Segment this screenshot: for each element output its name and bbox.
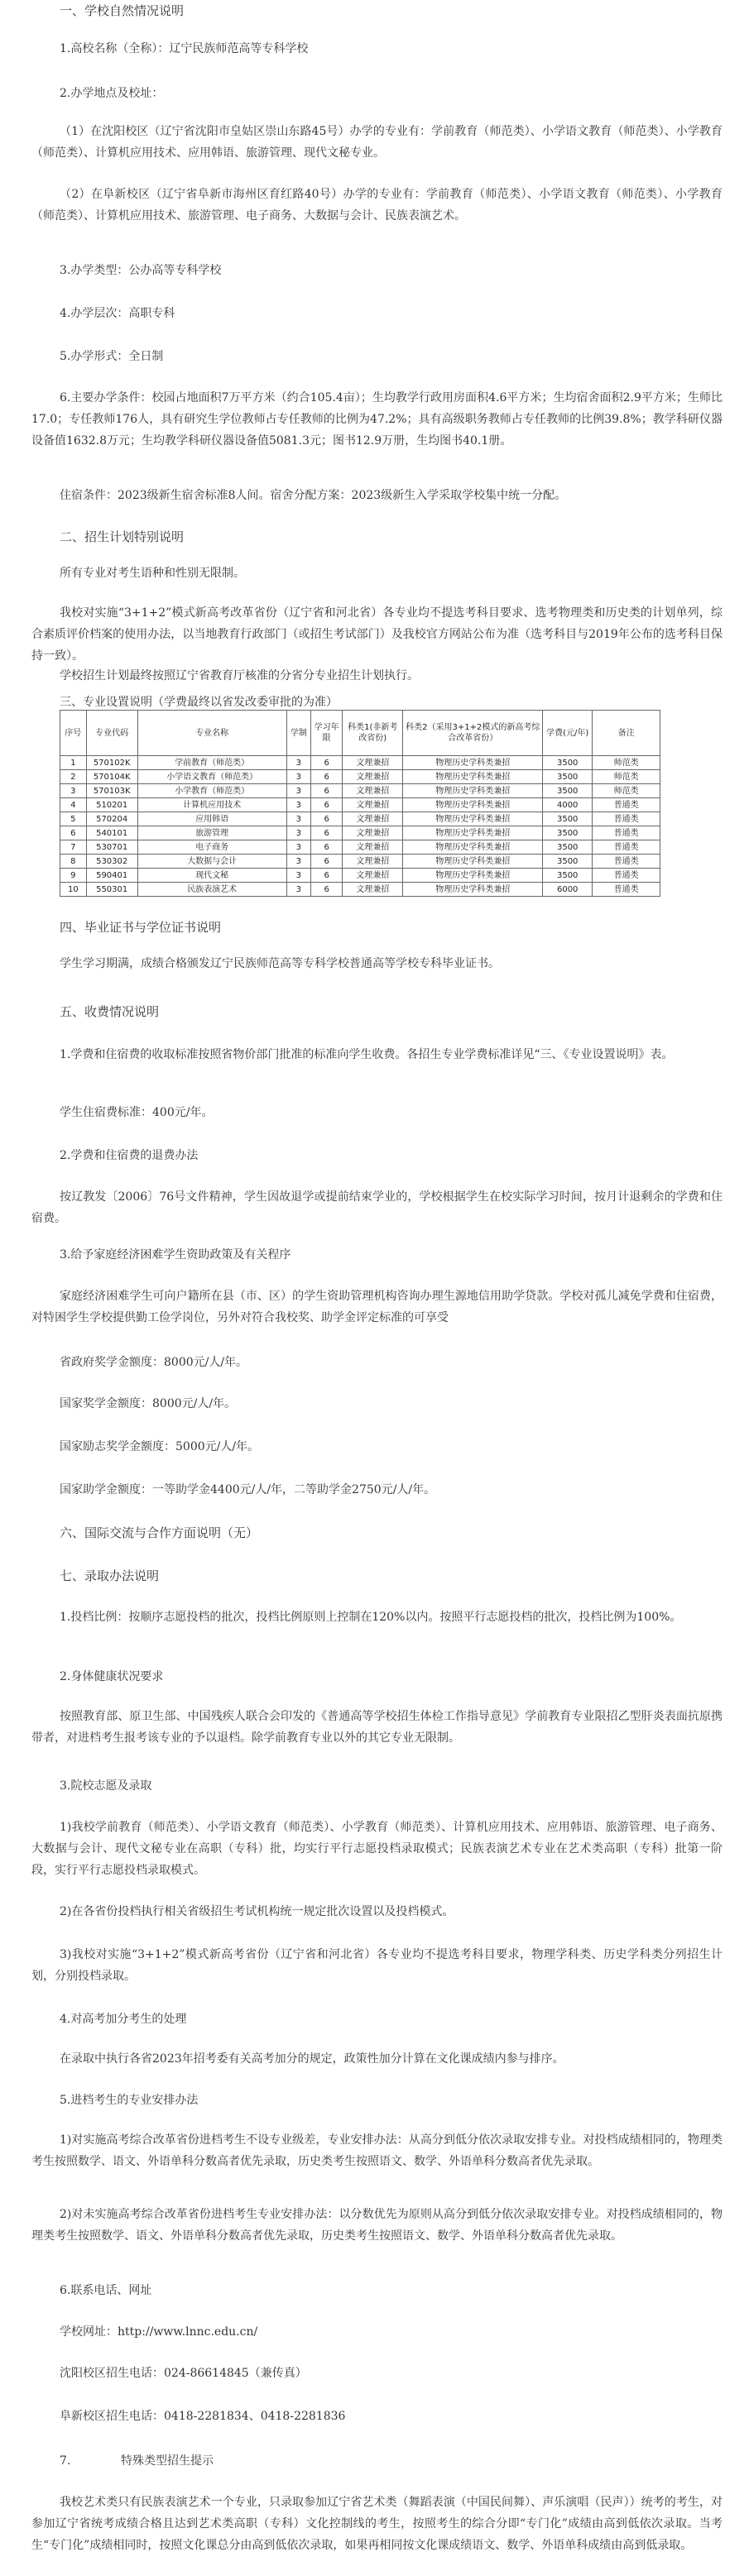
table-cell: 3 bbox=[286, 840, 310, 855]
table-cell: 590401 bbox=[86, 869, 137, 883]
table-cell: 普通类 bbox=[593, 855, 660, 869]
table-cell: 物理历史学科类兼招 bbox=[403, 840, 543, 855]
table-cell: 3 bbox=[286, 869, 310, 883]
table-row bbox=[60, 770, 660, 784]
volunteer-title: 3.院校志愿及录取 bbox=[60, 1779, 152, 1793]
table-cell: 6 bbox=[311, 883, 343, 897]
bonus-title: 4.对高考加分考生的处理 bbox=[60, 2013, 187, 2026]
table-cell: 7 bbox=[60, 840, 87, 855]
diploma-note: 学生学习期满，成绩合格颁发辽宁民族师范高等专科学校普通高等学校专科毕业证书。 bbox=[60, 957, 500, 970]
table-cell: 3 bbox=[286, 798, 310, 812]
aid-encouragement: 国家励志奖学金额度：5000元/人/年。 bbox=[60, 1440, 260, 1453]
section-4-heading: 四、毕业证书与学位证书说明 bbox=[60, 920, 222, 935]
aid-text: 家庭经济困难学生可向户籍所在县（市、区）的学生资助管理机构咨询办理生源地信用助学贷款。学校对孤儿减免学费和住宿费，对特困学生学校提供勤工俭学岗位，另外对符合我校奖、助学金评定标准的可享受 bbox=[31, 1290, 723, 1324]
table-row bbox=[60, 840, 660, 855]
volunteer-text-3: 3)我校对实施“3+1+2”模式新高考省份（辽宁省和河北省）各专业均不提选考科目要求，物理学科类、历史学科类分列招生计划，分别投档录取。 bbox=[31, 1948, 723, 1983]
table-cell: 文理兼招 bbox=[343, 798, 403, 812]
table-cell: 3500 bbox=[543, 855, 593, 869]
location-shenyang: （1）在沈阳校区（辽宁省沈阳市皇姑区崇山东路45号）办学的专业有：学前教育（师范类）、小学语文教育（师范类）、小学教育（师范类）、计算机应用技术、应用韩语、旅游管理、现代文秘专业。 bbox=[31, 125, 723, 160]
table-cell: 3 bbox=[286, 784, 310, 798]
plan-note-2: 我校对实施“3+1+2”模式新高考改革省份（辽宁省和河北省）各专业均不提选考科目要求、选考物理类和历史类的计划单列，综合素质评价档案的使用办法，以当地教育行政部门（或招生考试部门）及我校官方网站公布为准（选考科目与2019年公布的选考科目保持一致）。 bbox=[31, 606, 723, 663]
major-table bbox=[60, 710, 660, 897]
table-cell: 6 bbox=[311, 840, 343, 855]
table-cell: 普通类 bbox=[593, 798, 660, 812]
header-cell: 专业代码 bbox=[86, 711, 137, 756]
table-cell: 普通类 bbox=[593, 883, 660, 897]
table-cell: 旅游管理 bbox=[137, 826, 286, 840]
table-cell: 文理兼招 bbox=[343, 812, 403, 826]
table-cell: 570104K bbox=[86, 770, 137, 784]
section-2-heading: 二、招生计划特别说明 bbox=[60, 529, 185, 544]
table-cell: 6 bbox=[60, 826, 87, 840]
table-cell: 6 bbox=[311, 855, 343, 869]
health-title: 2.身体健康状况要求 bbox=[60, 1670, 164, 1683]
arrangement-title: 5.进档考生的专业安排办法 bbox=[60, 2094, 199, 2107]
table-cell: 物理历史学科类兼招 bbox=[403, 883, 543, 897]
table-cell: 570102K bbox=[86, 756, 137, 770]
school-form: 5.办学形式：全日制 bbox=[60, 350, 164, 363]
table-row bbox=[60, 784, 660, 798]
shenyang-phone: 沈阳校区招生电话：024-86614845（兼传真） bbox=[60, 2367, 307, 2380]
table-cell: 文理兼招 bbox=[343, 883, 403, 897]
table-cell: 电子商务 bbox=[137, 840, 286, 855]
table-cell: 文理兼招 bbox=[343, 826, 403, 840]
plan-note-1: 所有专业对考生语种和性别无限制。 bbox=[60, 567, 245, 580]
table-row bbox=[60, 756, 660, 770]
table-cell: 民族表演艺术 bbox=[137, 883, 286, 897]
table-cell: 9 bbox=[60, 869, 87, 883]
table-row bbox=[60, 883, 660, 897]
table-cell: 540101 bbox=[86, 826, 137, 840]
volunteer-text-2: 2)在各省份投档执行相关省级招生考试机构统一规定批次设置以及投档模式。 bbox=[60, 1905, 454, 1918]
table-cell: 570103K bbox=[86, 784, 137, 798]
table-cell: 510201 bbox=[86, 798, 137, 812]
table-cell: 3 bbox=[286, 855, 310, 869]
table-cell: 文理兼招 bbox=[343, 869, 403, 883]
table-cell: 2 bbox=[60, 770, 87, 784]
school-type: 3.办学类型：公办高等专科学校 bbox=[60, 264, 222, 277]
header-cell: 序号 bbox=[60, 711, 87, 756]
table-cell: 6 bbox=[311, 869, 343, 883]
table-cell: 3500 bbox=[543, 812, 593, 826]
table-cell: 8 bbox=[60, 855, 87, 869]
table-cell: 师范类 bbox=[593, 770, 660, 784]
table-cell: 3 bbox=[286, 826, 310, 840]
aid-title: 3.给予家庭经济困难学生资助政策及有关程序 bbox=[60, 1248, 291, 1262]
table-cell: 3 bbox=[286, 883, 310, 897]
table-cell: 6 bbox=[311, 770, 343, 784]
refund-text: 按辽教发〔2006〕76号文件精神，学生因故退学或提前结束学业的，学校根据学生在校实际学习时间，按月计退剩余的学费和住宿费。 bbox=[31, 1190, 723, 1225]
table-cell: 学前教育（师范类） bbox=[137, 756, 286, 770]
school-conditions: 6.主要办学条件：校园占地面积7万平方米（约合105.4亩）；生均教学行政用房面积4.6平方米；生均宿舍面积2.9平方米；生师比17.0；专任教师176人，具有研究生学位教师占专任教师的比例为47.2%；具有高级职务教师占专任教师的比例39.8%；教学科研仪器设备值1632.8万元；生均教学科研仪器设备值5081.3元；图书12.9万册，生均图书40.1册。 bbox=[31, 391, 723, 448]
table-cell: 4 bbox=[60, 798, 87, 812]
table-cell: 10 bbox=[60, 883, 87, 897]
table-cell: 应用韩语 bbox=[137, 812, 286, 826]
table-cell: 普通类 bbox=[593, 840, 660, 855]
header-cell: 学制 bbox=[286, 711, 310, 756]
arrangement-text-1: 1)对实施高考综合改革省份进档考生不设专业级差，专业安排办法：从高分到低分依次录取安排专业。对投档成绩相同的，物理类考生按照数学、语文、外语单科分数高者优先录取，历史类考生按照语文、数学、外语单科分数高者优先录取。 bbox=[31, 2133, 723, 2168]
dorm-conditions: 住宿条件：2023级新生宿舍标准8人间。宿舍分配方案：2023级新生入学采取学校集中统一分配。 bbox=[60, 489, 567, 502]
fuxin-phone: 阜新校区招生电话：0418-2281834、0418-2281836 bbox=[60, 2410, 346, 2423]
table-cell: 普通类 bbox=[593, 869, 660, 883]
table-row bbox=[60, 869, 660, 883]
table-cell: 师范类 bbox=[593, 784, 660, 798]
section-5-heading: 五、收费情况说明 bbox=[60, 1004, 160, 1019]
table-cell: 6 bbox=[311, 826, 343, 840]
table-row bbox=[60, 812, 660, 826]
table-cell: 530701 bbox=[86, 840, 137, 855]
table-cell: 大数据与会计 bbox=[137, 855, 286, 869]
table-cell: 1 bbox=[60, 756, 87, 770]
table-cell: 570204 bbox=[86, 812, 137, 826]
table-cell: 物理历史学科类兼招 bbox=[403, 826, 543, 840]
section-1-heading: 一、学校自然情况说明 bbox=[60, 3, 185, 18]
health-text: 按照教育部、原卫生部、中国残疾人联合会印发的《普通高等学校招生体检工作指导意见》学前教育专业限招乙型肝炎表面抗原携带者，对进档考生报考该专业的予以退档。除学前教育专业以外的其它专业无限制。 bbox=[31, 1710, 723, 1745]
aid-national: 国家奖学金额度：8000元/人/年。 bbox=[60, 1397, 237, 1410]
table-cell: 小学教育（师范类） bbox=[137, 784, 286, 798]
table-cell: 3500 bbox=[543, 826, 593, 840]
table-cell: 3 bbox=[60, 784, 87, 798]
header-cell: 学习年限 bbox=[311, 711, 343, 756]
header-cell: 科类2（采用3+1+2模式的新高考综合改革省份） bbox=[403, 711, 543, 756]
aid-grant: 国家助学金额度：一等助学金4400元/人/年，二等助学金2750元/人/年。 bbox=[60, 1483, 436, 1496]
table-cell: 物理历史学科类兼招 bbox=[403, 869, 543, 883]
admission-ratio: 1.投档比例：按顺序志愿投档的批次，投档比例原则上控制在120%以内。按照平行志愿投档的批次，投档比例为100%。 bbox=[60, 1611, 682, 1624]
contact-title: 6.联系电话、网址 bbox=[60, 2284, 152, 2297]
header-cell: 学费(元/年) bbox=[543, 711, 593, 756]
table-cell: 物理历史学科类兼招 bbox=[403, 855, 543, 869]
table-cell: 4000 bbox=[543, 798, 593, 812]
table-cell: 6 bbox=[311, 756, 343, 770]
refund-title: 2.学费和住宿费的退费办法 bbox=[60, 1149, 199, 1162]
table-cell: 小学语文教育（师范类） bbox=[137, 770, 286, 784]
location-fuxin: （2）在阜新校区（辽宁省阜新市海州区育红路40号）办学的专业有：学前教育（师范类）、小学语文教育（师范类）、小学教育（师范类）、计算机应用技术、旅游管理、电子商务、大数据与会计、民族表演艺术。 bbox=[31, 188, 723, 223]
arrangement-text-2: 2)对未实施高考综合改革省份进档考生专业安排办法：以分数优先为原则从高分到低分依次录取安排专业。对投档成绩相同的，物理类考生按照数学、语文、外语单科分数高者优先录取，历史类考生按照语文、数学、外语单科分数高者优先录取。 bbox=[31, 2208, 723, 2243]
section-3-heading: 三、专业设置说明（学费最终以省发改委审批的为准） bbox=[60, 696, 338, 709]
special-title-number: 7. bbox=[60, 2454, 71, 2468]
school-website[interactable]: 学校网址：http://www.lnnc.edu.cn/ bbox=[60, 2325, 258, 2339]
aid-provincial: 省政府奖学金额度：8000元/人/年。 bbox=[60, 1356, 248, 1369]
table-cell: 物理历史学科类兼招 bbox=[403, 756, 543, 770]
table-cell: 3500 bbox=[543, 784, 593, 798]
table-cell: 550301 bbox=[86, 883, 137, 897]
table-cell: 3500 bbox=[543, 756, 593, 770]
table-cell: 物理历史学科类兼招 bbox=[403, 798, 543, 812]
table-cell: 6 bbox=[311, 812, 343, 826]
table-cell: 文理兼招 bbox=[343, 784, 403, 798]
major-table-header bbox=[60, 711, 660, 756]
table-cell: 现代文秘 bbox=[137, 869, 286, 883]
table-cell: 文理兼招 bbox=[343, 855, 403, 869]
location-title: 2.办学地点及校址： bbox=[60, 87, 164, 100]
table-cell: 普通类 bbox=[593, 826, 660, 840]
table-cell: 普通类 bbox=[593, 812, 660, 826]
table-cell: 6 bbox=[311, 798, 343, 812]
table-cell: 6 bbox=[311, 784, 343, 798]
school-level: 4.办学层次：高职专科 bbox=[60, 307, 175, 320]
table-row bbox=[60, 826, 660, 840]
table-cell: 文理兼招 bbox=[343, 756, 403, 770]
table-cell: 物理历史学科类兼招 bbox=[403, 812, 543, 826]
table-cell: 物理历史学科类兼招 bbox=[403, 784, 543, 798]
special-text: 我校艺术类只有民族表演艺术一个专业，只录取参加辽宁省艺术类（舞蹈表演（中国民间舞）、声乐演唱（民声））统考的考生，对参加辽宁省统考成绩合格且达到艺术类高职（专科）文化控制线的考生，按照考生的综合分即“专门化”成绩由高到低依次录取。当考生“专门化”成绩相同时，按照文化课总分由高到低依次录取，如果再相同按文化课成绩语文、数学、外语单科成绩由高到低录取。 bbox=[31, 2496, 723, 2552]
table-row bbox=[60, 855, 660, 869]
table-cell: 文理兼招 bbox=[343, 840, 403, 855]
bonus-text: 在录取中执行各省2023年招考委有关高考加分的规定，政策性加分计算在文化课成绩内参与排序。 bbox=[60, 2052, 564, 2066]
table-cell: 物理历史学科类兼招 bbox=[403, 770, 543, 784]
volunteer-text-1: 1)我校学前教育（师范类）、小学语文教育（师范类）、小学教育（师范类）、计算机应用技术、应用韩语、旅游管理、电子商务、大数据与会计、现代文秘专业在高职（专科）批，均实行平行志愿投档录取模式；民族表演艺术专业在艺术类高职（专科）批第一阶段，实行平行志愿投档录取模式。 bbox=[31, 1821, 723, 1877]
plan-note-3: 学校招生计划最终按照辽宁省教育厅核准的分省分专业招生计划执行。 bbox=[60, 669, 419, 682]
table-cell: 3 bbox=[286, 812, 310, 826]
dorm-fee: 学生住宿费标准：400元/年。 bbox=[60, 1106, 214, 1119]
table-cell: 530302 bbox=[86, 855, 137, 869]
fee-standard: 1.学费和住宿费的收取标准按照省物价部门批准的标准向学生收费。各招生专业学费标准详见“三、《专业设置说明》表。 bbox=[60, 1048, 674, 1061]
table-cell: 3 bbox=[286, 770, 310, 784]
table-cell: 3 bbox=[286, 756, 310, 770]
section-7-heading: 七、录取办法说明 bbox=[60, 1568, 160, 1583]
header-cell: 科类1(非新考改省份) bbox=[343, 711, 403, 756]
header-cell: 备注 bbox=[593, 711, 660, 756]
header-cell: 专业名称 bbox=[137, 711, 286, 756]
table-row bbox=[60, 798, 660, 812]
table-cell: 3500 bbox=[543, 770, 593, 784]
table-cell: 师范类 bbox=[593, 756, 660, 770]
special-title: 特殊类型招生提示 bbox=[121, 2454, 214, 2468]
table-cell: 5 bbox=[60, 812, 87, 826]
school-name: 1.高校名称（全称）：辽宁民族师范高等专科学校 bbox=[60, 42, 309, 55]
section-6-heading: 六、国际交流与合作方面说明（无） bbox=[60, 1525, 259, 1540]
table-cell: 3500 bbox=[543, 869, 593, 883]
table-cell: 计算机应用技术 bbox=[137, 798, 286, 812]
table-cell: 3500 bbox=[543, 840, 593, 855]
table-cell: 文理兼招 bbox=[343, 770, 403, 784]
table-cell: 6000 bbox=[543, 883, 593, 897]
